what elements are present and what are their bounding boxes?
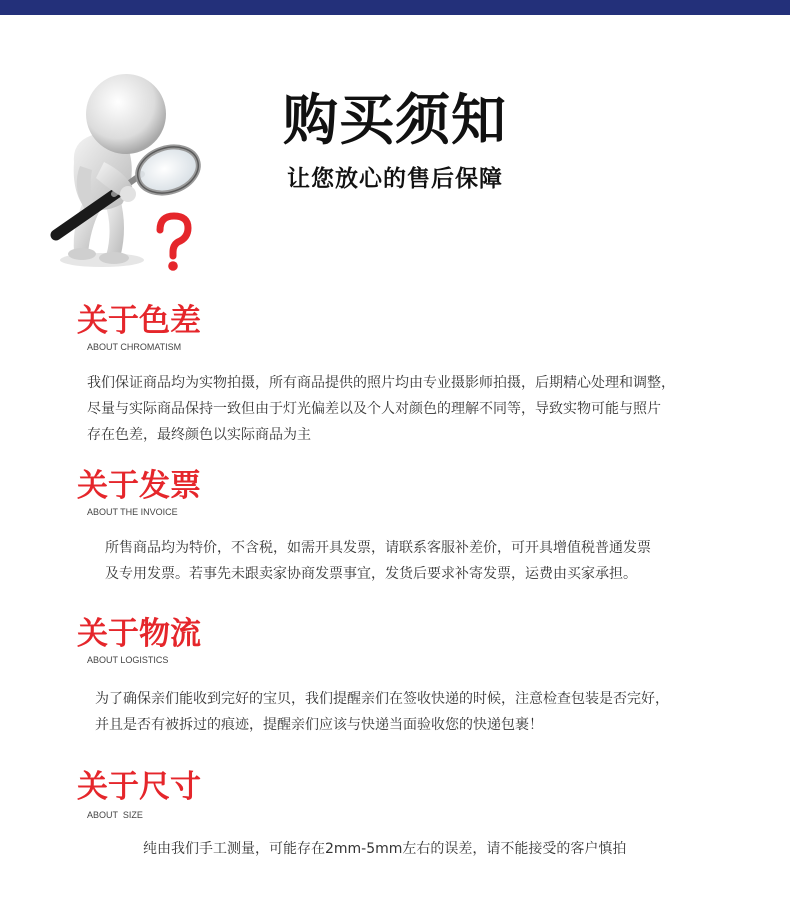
section-title-chromatism: 关于色差 bbox=[77, 303, 201, 339]
section-title-invoice: 关于发票 bbox=[77, 468, 201, 504]
question-mark-icon bbox=[160, 216, 188, 271]
section-subtitle-chromatism: ABOUT CHROMATISM bbox=[87, 342, 182, 352]
top-bar bbox=[0, 0, 790, 15]
section-body-logistics bbox=[95, 686, 669, 738]
body-line: 尽量与实际商品保持一致但由于灯光偏差以及个人对颜色的理解不同等，导致实物可能与照片 bbox=[87, 401, 661, 417]
body-line: 为了确保亲们能收到完好的宝贝，我们提醒亲们在签收快递的时候，注意检查包装是否完好， bbox=[95, 691, 669, 707]
body-line: 及专用发票。若事先未跟卖家协商发票事宜，发货后要求补寄发票，运费由买家承担。 bbox=[105, 566, 637, 582]
section-title-size: 关于尺寸 bbox=[77, 769, 201, 805]
body-line: 存在色差，最终颜色以实际商品为主 bbox=[87, 427, 311, 443]
page-title: 购买须知 bbox=[283, 88, 508, 152]
section-body-chromatism bbox=[87, 370, 675, 448]
body-line: 纯由我们手工测量，可能存在2mm-5mm左右的误差，请不能接受的客户慎拍 bbox=[143, 841, 627, 857]
body-line: 所售商品均为特价，不含税，如需开具发票，请联系客服补差价，可开具增值税普通发票 bbox=[105, 540, 651, 556]
page-subtitle: 让您放心的售后保障 bbox=[287, 166, 503, 192]
section-body-invoice bbox=[105, 535, 651, 587]
section-subtitle-invoice: ABOUT THE INVOICE bbox=[87, 507, 178, 517]
section-subtitle-size: ABOUT SIZE bbox=[87, 810, 143, 820]
section-body-size bbox=[143, 836, 626, 862]
section-title-logistics: 关于物流 bbox=[77, 616, 201, 652]
body-line: 并且是否有被拆过的痕迹，提醒亲们应该与快递当面验收您的快递包裹！ bbox=[95, 717, 543, 733]
section-subtitle-logistics: ABOUT LOGISTICS bbox=[87, 655, 169, 665]
body-line: 我们保证商品均为实物拍摄，所有商品提供的照片均由专业摄影师拍摄，后期精心处理和调整， bbox=[87, 375, 675, 391]
figure-with-magnifier-icon bbox=[44, 70, 214, 275]
